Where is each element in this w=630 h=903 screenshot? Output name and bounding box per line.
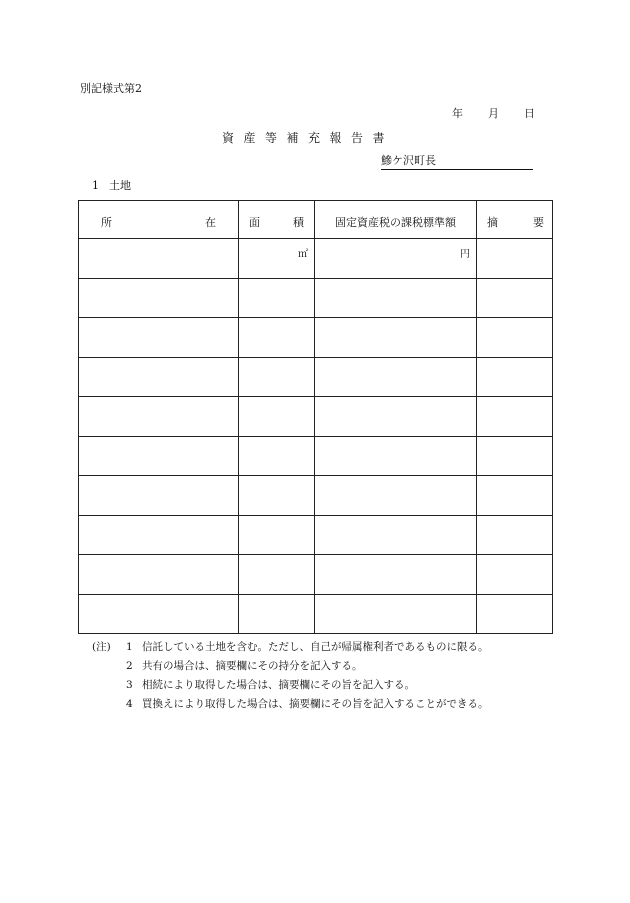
value-cell[interactable] bbox=[315, 555, 477, 595]
area-cell[interactable] bbox=[239, 397, 315, 437]
header-assessed-value-label: 固定資産税の課税標準額 bbox=[335, 216, 456, 229]
value-cell[interactable] bbox=[315, 436, 477, 476]
area-cell[interactable] bbox=[239, 239, 315, 279]
location-cell[interactable] bbox=[79, 515, 239, 555]
date-day-label: 日 bbox=[524, 107, 535, 120]
table-row bbox=[79, 476, 553, 516]
table-row bbox=[79, 436, 553, 476]
location-cell[interactable] bbox=[79, 476, 239, 516]
addressee: 鰺ケ沢町長 bbox=[381, 155, 533, 170]
location-cell[interactable] bbox=[79, 397, 239, 437]
value-cell[interactable] bbox=[315, 397, 477, 437]
note-text: 共有の場合は、摘要欄にその持分を記入する。 bbox=[142, 660, 363, 672]
land-report-table bbox=[78, 200, 553, 634]
document-title: 資産等補充報告書 bbox=[222, 131, 395, 145]
area-cell[interactable] bbox=[239, 357, 315, 397]
date-year-label: 年 bbox=[452, 107, 463, 120]
note-text: 買換えにより取得した場合は、摘要欄にその旨を記入することができる。 bbox=[142, 698, 489, 710]
location-cell[interactable] bbox=[79, 318, 239, 358]
table-row bbox=[79, 515, 553, 555]
location-cell[interactable] bbox=[79, 555, 239, 595]
value-cell[interactable] bbox=[315, 476, 477, 516]
value-cell[interactable] bbox=[315, 594, 477, 634]
value-cell[interactable] bbox=[315, 357, 477, 397]
section-heading bbox=[92, 180, 131, 191]
table-row bbox=[79, 239, 553, 279]
section-number: 1 bbox=[92, 179, 99, 192]
notes-label: (注) bbox=[92, 641, 111, 653]
table-row bbox=[79, 397, 553, 437]
note-text: 信託している土地を含む。ただし、自己が帰属権利者であるものに限る。 bbox=[142, 641, 489, 653]
area-cell[interactable] bbox=[239, 555, 315, 595]
area-cell[interactable] bbox=[239, 594, 315, 634]
header-area-left: 面 bbox=[249, 216, 260, 229]
header-location-left: 所 bbox=[101, 216, 112, 229]
area-cell[interactable] bbox=[239, 278, 315, 318]
remarks-cell[interactable] bbox=[477, 318, 553, 358]
header-remarks-left: 摘 bbox=[487, 216, 498, 229]
table-header-row bbox=[79, 201, 553, 239]
location-cell[interactable] bbox=[79, 278, 239, 318]
location-cell[interactable] bbox=[79, 436, 239, 476]
header-assessed-value bbox=[315, 201, 477, 239]
table-row bbox=[79, 278, 553, 318]
area-cell[interactable] bbox=[239, 318, 315, 358]
location-cell[interactable] bbox=[79, 594, 239, 634]
header-location-right: 在 bbox=[205, 216, 216, 229]
location-cell[interactable] bbox=[79, 239, 239, 279]
note-number: 2 bbox=[126, 660, 133, 672]
location-cell[interactable] bbox=[79, 357, 239, 397]
area-unit: ㎡ bbox=[298, 249, 308, 260]
table-row bbox=[79, 594, 553, 634]
area-cell[interactable] bbox=[239, 515, 315, 555]
header-remarks-right: 要 bbox=[533, 216, 544, 229]
header-remarks bbox=[477, 201, 553, 239]
area-cell[interactable] bbox=[239, 436, 315, 476]
remarks-cell[interactable] bbox=[477, 239, 553, 279]
header-location bbox=[79, 201, 239, 239]
remarks-cell[interactable] bbox=[477, 515, 553, 555]
area-cell[interactable] bbox=[239, 476, 315, 516]
table-row bbox=[79, 555, 553, 595]
note-number: 4 bbox=[126, 698, 133, 710]
remarks-cell[interactable] bbox=[477, 278, 553, 318]
remarks-cell[interactable] bbox=[477, 397, 553, 437]
note-text: 相続により取得した場合は、摘要欄にその旨を記入する。 bbox=[142, 679, 415, 691]
remarks-cell[interactable] bbox=[477, 357, 553, 397]
remarks-cell[interactable] bbox=[477, 476, 553, 516]
value-cell[interactable] bbox=[315, 515, 477, 555]
value-cell[interactable] bbox=[315, 278, 477, 318]
value-cell[interactable] bbox=[315, 239, 477, 279]
header-area bbox=[239, 201, 315, 239]
value-unit: 円 bbox=[460, 249, 470, 260]
table-row bbox=[79, 357, 553, 397]
value-cell[interactable] bbox=[315, 318, 477, 358]
remarks-cell[interactable] bbox=[477, 436, 553, 476]
remarks-cell[interactable] bbox=[477, 555, 553, 595]
header-area-right: 積 bbox=[293, 216, 304, 229]
note-number: 1 bbox=[126, 641, 133, 653]
date-month-label: 月 bbox=[488, 107, 499, 120]
note-number: 3 bbox=[126, 679, 133, 691]
section-label: 土地 bbox=[109, 179, 131, 192]
remarks-cell[interactable] bbox=[477, 594, 553, 634]
table-row bbox=[79, 318, 553, 358]
form-number: 別記様式第2 bbox=[80, 82, 142, 95]
